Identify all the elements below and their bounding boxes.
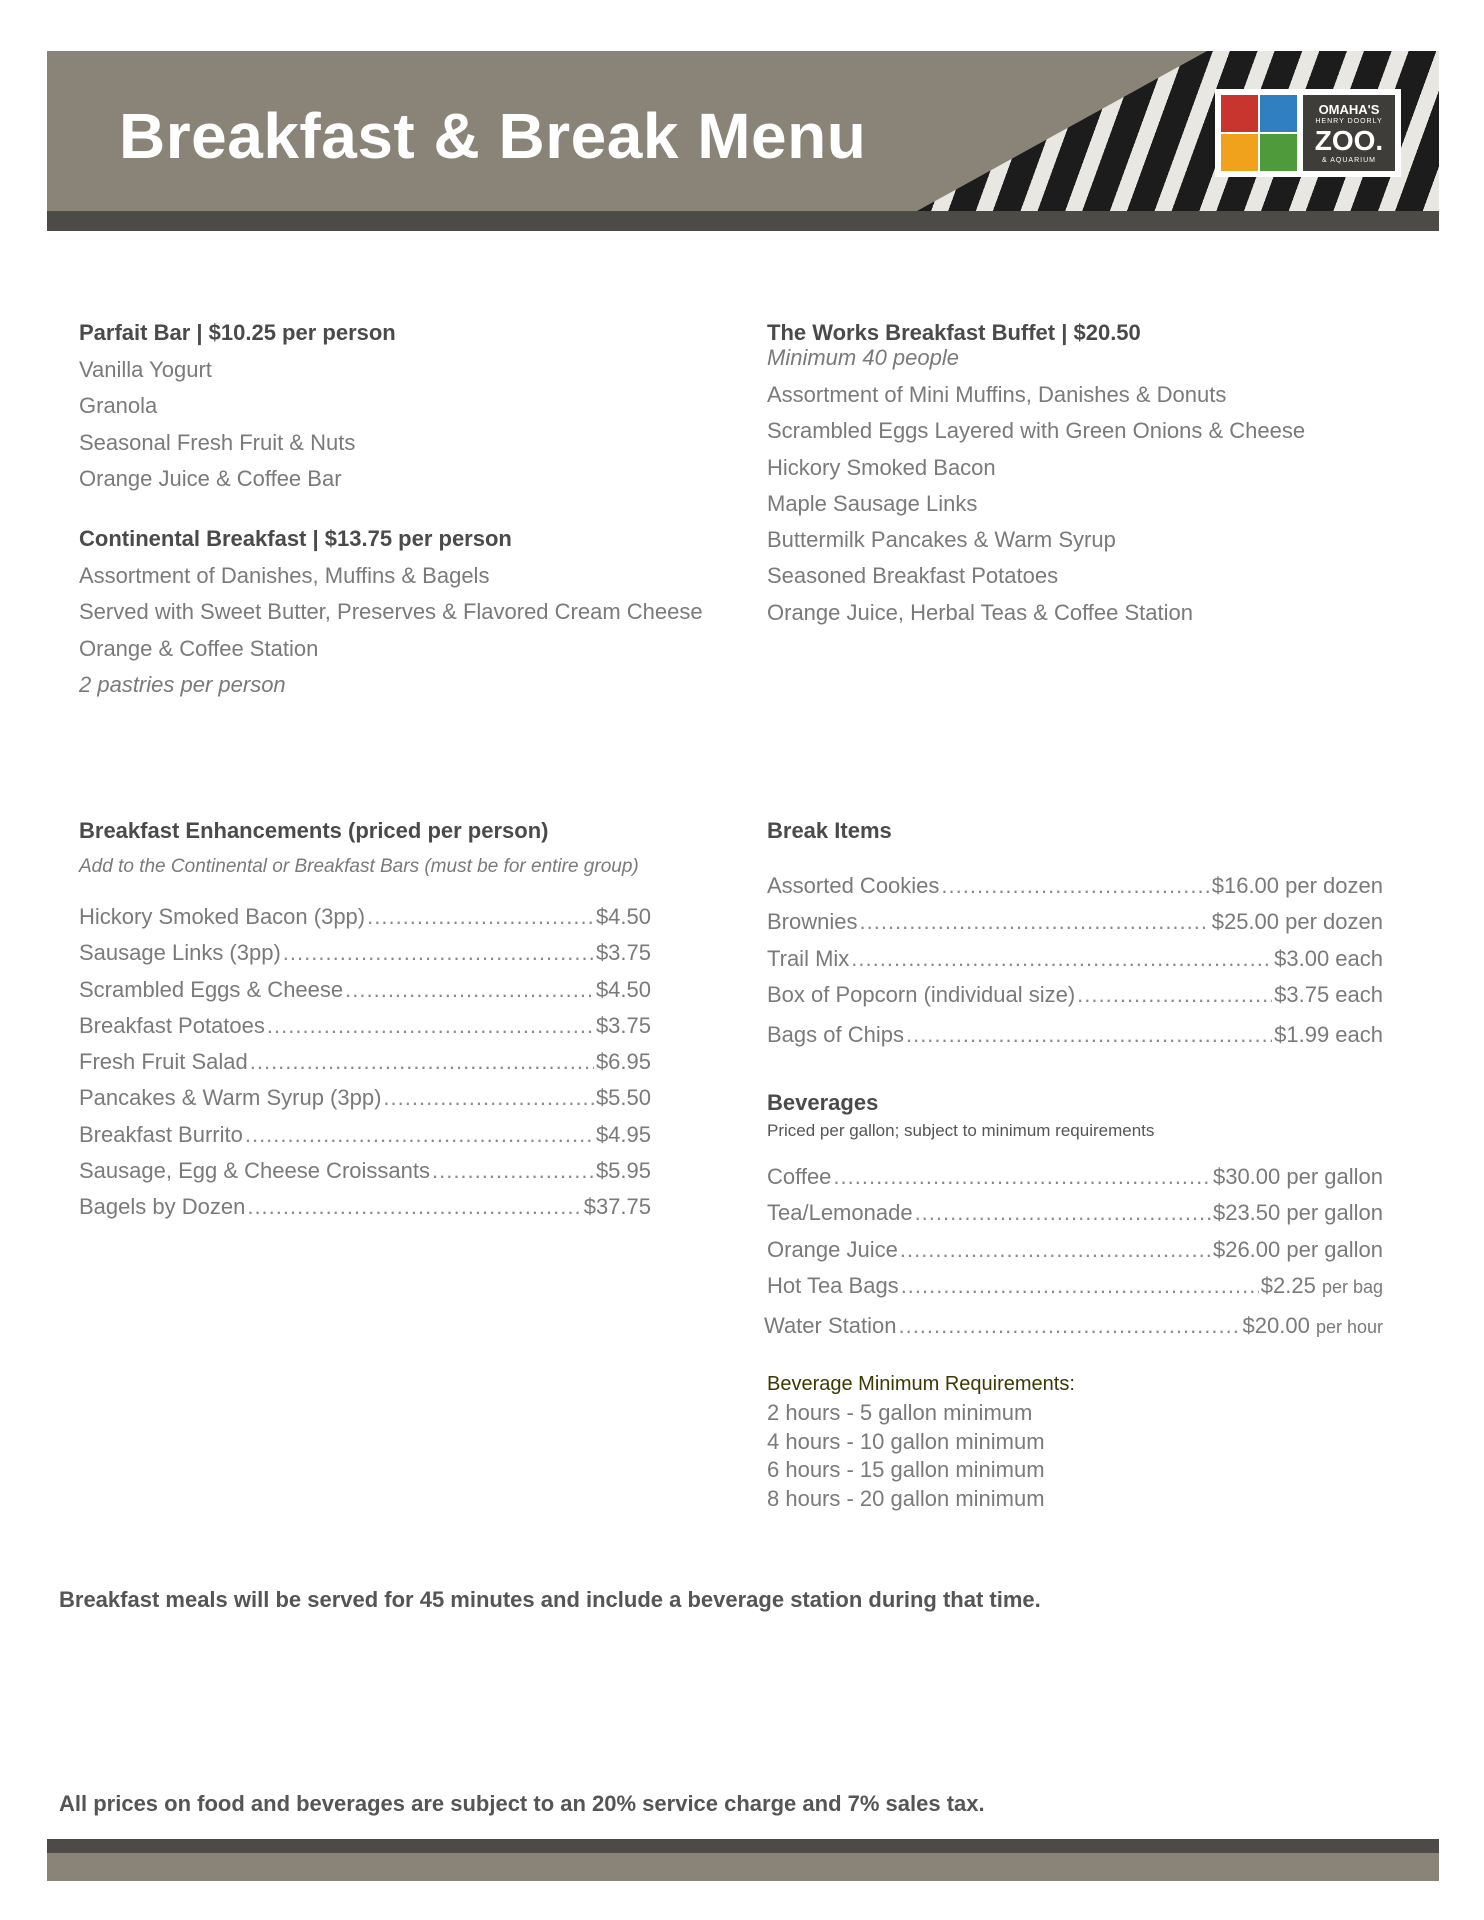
item-name: Brownies bbox=[767, 909, 858, 935]
leader-dots bbox=[900, 1232, 1211, 1268]
service-note: Breakfast meals will be served for 45 minutes and include a beverage station during that time. bbox=[59, 1587, 1041, 1612]
item-price: $4.50 bbox=[595, 904, 651, 929]
item-name: Sausage Links (3pp) bbox=[79, 940, 281, 966]
enhancements-subtitle: Add to the Continental or Breakfast Bars (must be for entire group) bbox=[79, 856, 639, 877]
list-item: Seasoned Breakfast Potatoes bbox=[767, 563, 1059, 589]
works-title: The Works Breakfast Buffet | $20.50 bbox=[767, 320, 1141, 345]
item-price: $26.00 per gallon bbox=[1212, 1236, 1383, 1262]
price-row bbox=[79, 899, 651, 935]
item-name: Bagels by Dozen bbox=[79, 1194, 246, 1220]
leader-dots bbox=[906, 1017, 1272, 1053]
logo-square-orange bbox=[1221, 134, 1258, 171]
price-row bbox=[767, 904, 1383, 940]
leader-dots bbox=[250, 1044, 594, 1080]
logo-line1: OMAHA'S bbox=[1318, 101, 1380, 117]
break-items-title: Break Items bbox=[767, 818, 892, 843]
item-name: Coffee bbox=[767, 1164, 832, 1189]
item-price: $25.00 per dozen bbox=[1211, 909, 1383, 935]
item-name: Hickory Smoked Bacon (3pp) bbox=[79, 904, 366, 929]
list-item: Vanilla Yogurt bbox=[79, 357, 212, 382]
works-subtitle: Minimum 40 people bbox=[767, 345, 959, 370]
logo-squares bbox=[1221, 95, 1297, 171]
list-item: Buttermilk Pancakes & Warm Syrup bbox=[767, 527, 1116, 553]
zoo-logo bbox=[1215, 89, 1401, 177]
item-price: $3.75 bbox=[595, 940, 651, 966]
logo-square-blue bbox=[1260, 95, 1297, 132]
leader-dots bbox=[245, 1117, 594, 1153]
continental-note: 2 pastries per person bbox=[79, 671, 286, 697]
parfait-title: Parfait Bar | $10.25 per person bbox=[79, 320, 396, 345]
item-price bbox=[1243, 1308, 1383, 1345]
break-items-list bbox=[767, 868, 1383, 1053]
price-value: $20.00 bbox=[1242, 1313, 1310, 1339]
list-item: 8 hours - 20 gallon minimum bbox=[767, 1485, 1045, 1511]
leader-dots bbox=[915, 1195, 1211, 1231]
continental-items bbox=[79, 558, 703, 703]
price-row bbox=[767, 1159, 1383, 1195]
item-name: Tea/Lemonade bbox=[767, 1200, 913, 1226]
price-row bbox=[767, 1195, 1383, 1231]
price-row bbox=[79, 1117, 651, 1153]
item-price: $6.95 bbox=[595, 1049, 651, 1075]
item-name: Trail Mix bbox=[767, 945, 850, 971]
bev-minimum-list bbox=[767, 1399, 1045, 1513]
parfait-items bbox=[79, 352, 355, 497]
leader-dots bbox=[859, 904, 1209, 940]
footer-bar-dark bbox=[47, 1839, 1439, 1853]
price-row bbox=[79, 1008, 651, 1044]
price-row bbox=[767, 977, 1383, 1013]
price-row bbox=[767, 1268, 1383, 1304]
leader-dots bbox=[283, 935, 594, 971]
item-name: Fresh Fruit Salad bbox=[79, 1049, 248, 1075]
logo-wordmark bbox=[1303, 95, 1395, 171]
enhancements-list bbox=[79, 899, 651, 1226]
beverages-title: Beverages bbox=[767, 1090, 879, 1115]
continental-title: Continental Breakfast | $13.75 per person bbox=[79, 526, 512, 551]
item-price: $30.00 per gallon bbox=[1212, 1164, 1383, 1189]
beverages-subtitle: Priced per gallon; subject to minimum requirements bbox=[767, 1121, 1155, 1140]
item-name: Bags of Chips bbox=[767, 1022, 904, 1048]
price-row bbox=[767, 1017, 1383, 1053]
leader-dots bbox=[941, 868, 1209, 904]
works-items bbox=[767, 377, 1305, 631]
item-price: $5.50 bbox=[595, 1085, 651, 1111]
item-price: $23.50 per gallon bbox=[1212, 1200, 1383, 1226]
list-item: Orange Juice & Coffee Bar bbox=[79, 465, 342, 491]
list-item: Served with Sweet Butter, Preserves & Flavored Cream Cheese bbox=[79, 599, 703, 625]
price-value: $2.25 bbox=[1260, 1272, 1316, 1298]
price-row bbox=[79, 1044, 651, 1080]
beverages-list bbox=[764, 1159, 1383, 1344]
list-item: Assortment of Danishes, Muffins & Bagels bbox=[79, 563, 490, 588]
leader-dots bbox=[851, 941, 1272, 977]
item-price: $5.95 bbox=[595, 1158, 651, 1184]
item-price: $3.00 each bbox=[1274, 945, 1383, 971]
item-price: $37.75 bbox=[583, 1194, 651, 1220]
price-row bbox=[767, 1232, 1383, 1268]
item-price bbox=[1261, 1268, 1383, 1305]
item-price: $1.99 each bbox=[1274, 1022, 1383, 1048]
list-item: Hickory Smoked Bacon bbox=[767, 454, 996, 480]
header-bottom-bar bbox=[47, 211, 1439, 231]
leader-dots bbox=[432, 1153, 594, 1189]
logo-square-green bbox=[1260, 134, 1297, 171]
list-item: Orange & Coffee Station bbox=[79, 635, 319, 661]
item-name: Orange Juice bbox=[767, 1236, 898, 1262]
price-row bbox=[79, 1080, 651, 1116]
item-price: $16.00 per dozen bbox=[1211, 873, 1383, 898]
item-name: Box of Popcorn (individual size) bbox=[767, 981, 1076, 1007]
leader-dots bbox=[833, 1159, 1211, 1195]
price-row bbox=[767, 868, 1383, 904]
leader-dots bbox=[247, 1189, 581, 1225]
item-price: $3.75 bbox=[595, 1012, 651, 1038]
logo-line4: & AQUARIUM bbox=[1322, 156, 1376, 164]
item-name: Breakfast Burrito bbox=[79, 1121, 243, 1147]
item-name: Scrambled Eggs & Cheese bbox=[79, 976, 344, 1002]
leader-dots bbox=[267, 1008, 594, 1044]
list-item: 6 hours - 15 gallon minimum bbox=[767, 1457, 1045, 1482]
bev-minimum-title: Beverage Minimum Requirements: bbox=[767, 1373, 1075, 1395]
item-name: Water Station bbox=[764, 1313, 897, 1339]
list-item: 4 hours - 10 gallon minimum bbox=[767, 1428, 1045, 1454]
leader-dots bbox=[901, 1268, 1259, 1304]
footer-bar bbox=[47, 1853, 1439, 1881]
header-banner bbox=[47, 51, 1439, 231]
pricing-note: All prices on food and beverages are subject to an 20% service charge and 7% sales tax. bbox=[59, 1791, 985, 1816]
item-price: $4.95 bbox=[595, 1121, 651, 1147]
leader-dots bbox=[1077, 977, 1272, 1013]
logo-square-red bbox=[1221, 95, 1258, 132]
price-unit: per bag bbox=[1321, 1276, 1383, 1297]
price-row bbox=[767, 941, 1383, 977]
leader-dots bbox=[345, 972, 594, 1008]
list-item: Maple Sausage Links bbox=[767, 490, 978, 516]
logo-line3: ZOO. bbox=[1314, 124, 1384, 156]
list-item: Scrambled Eggs Layered with Green Onions & Cheese bbox=[767, 418, 1306, 444]
leader-dots bbox=[383, 1080, 594, 1116]
item-name: Assorted Cookies bbox=[767, 873, 940, 898]
item-name: Hot Tea Bags bbox=[767, 1272, 899, 1298]
enhancements-title: Breakfast Enhancements (priced per person) bbox=[79, 818, 549, 843]
page-title: Breakfast & Break Menu bbox=[119, 100, 867, 172]
price-row bbox=[764, 1308, 1383, 1344]
list-item: Assortment of Mini Muffins, Danishes & Donuts bbox=[767, 382, 1227, 407]
leader-dots bbox=[898, 1308, 1240, 1344]
price-row bbox=[79, 935, 651, 971]
price-row bbox=[79, 972, 651, 1008]
list-item: Granola bbox=[79, 393, 158, 419]
item-name: Sausage, Egg & Cheese Croissants bbox=[79, 1158, 430, 1184]
item-name: Pancakes & Warm Syrup (3pp) bbox=[79, 1085, 382, 1111]
item-price: $3.75 each bbox=[1274, 981, 1383, 1007]
price-row bbox=[79, 1189, 651, 1225]
list-item: Seasonal Fresh Fruit & Nuts bbox=[79, 429, 356, 455]
leader-dots bbox=[367, 899, 594, 935]
list-item: Orange Juice, Herbal Teas & Coffee Station bbox=[767, 599, 1193, 625]
list-item: 2 hours - 5 gallon minimum bbox=[767, 1400, 1033, 1425]
item-price: $4.50 bbox=[595, 976, 651, 1002]
logo-line2: HENRY DOORLY bbox=[1315, 117, 1383, 125]
item-name: Breakfast Potatoes bbox=[79, 1012, 265, 1038]
price-unit: per hour bbox=[1315, 1317, 1383, 1338]
price-row bbox=[79, 1153, 651, 1189]
